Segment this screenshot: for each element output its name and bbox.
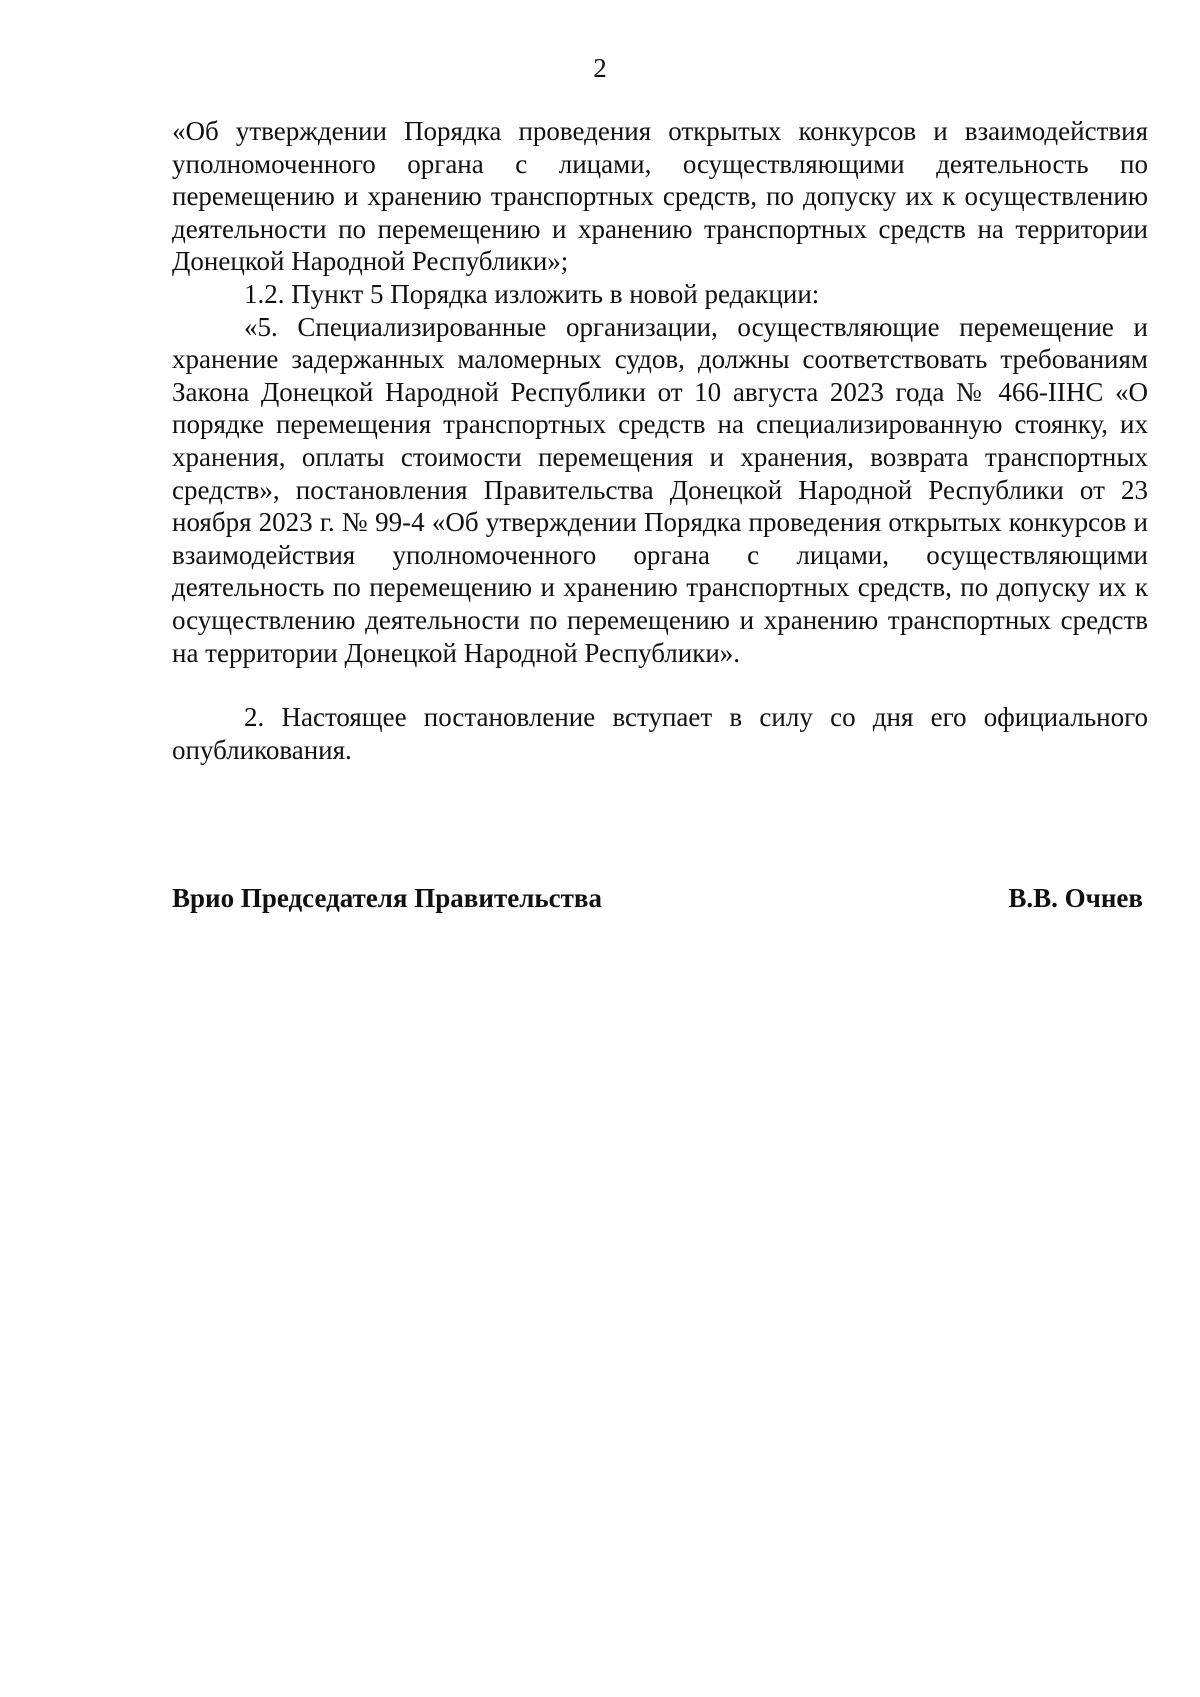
paragraph-point-5: «5. Специализированные организации, осуществляющие перемещение и хранение задержанных маломерных судов, должны соответствовать требованиям Закона Донецкой Народной Республики от 10 августа 2023 года № 466-IIНС «О порядке перемещения транспортных средств на специализированную стоянку, их хранения, оплаты стоимости перемещения и хранения, возврата транспортных средств», постановления Правительства Донецкой Народной Республики от 23 ноября 2023 г. № 99-4 «Об утверждении Порядка проведения открытых конкурсов и взаимодействия уполномоченного органа с лицами, осуществляющими деятельность по перемещению и хранению транспортных средств, по допуску их к осуществлению деятельности по перемещению и хранению транспортных средств на территории Донецкой Народной Республики». (172, 311, 1148, 668)
paragraph-item-1-2: 1.2. Пункт 5 Порядка изложить в новой редакции: (244, 278, 820, 309)
document-body (172, 115, 1148, 766)
signature-block (172, 882, 1143, 914)
signatory-name: В.В. Очнев (1008, 883, 1143, 913)
paragraph-continuation: «Об утверждении Порядка проведения открытых конкурсов и взаимодействия уполномоченного органа с лицами, осуществляющими деятельность по перемещению и хранению транспортных средств, по допуску их к осуществлению деятельности по перемещению и хранению транспортных средств на территории Донецкой Народной Республики»; (172, 116, 1148, 277)
signatory-position: Врио Председателя Правительства (172, 883, 602, 913)
paragraph-item-2: 2. Настоящее постановление вступает в силу со дня его официального опубликования. (172, 702, 1148, 765)
page-number: 2 (593, 53, 607, 83)
